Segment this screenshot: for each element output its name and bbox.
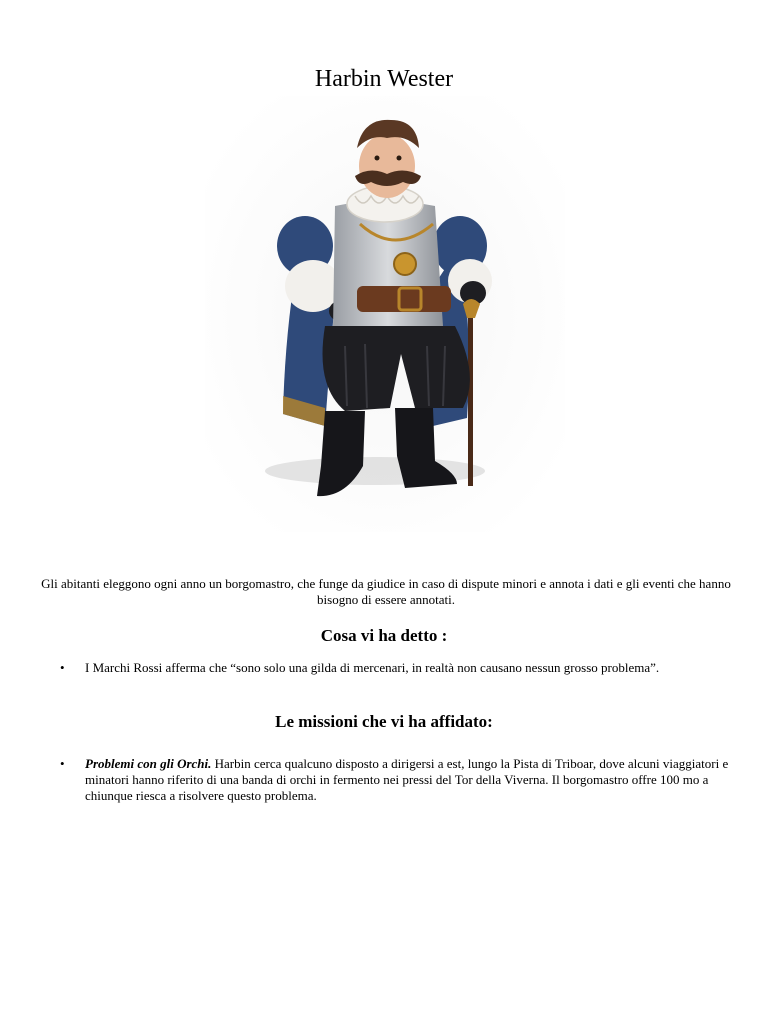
bullet-marker: • bbox=[60, 756, 65, 771]
mission-title: Problemi con gli Orchi. bbox=[85, 756, 212, 771]
list-item-text: I Marchi Rossi afferma che “sono solo una gilda di mercenari, in realtà non causano nessun grosso problema”. bbox=[85, 660, 660, 675]
section-heading-missioni: Le missioni che vi ha affidato: bbox=[275, 712, 493, 731]
bullet-marker: • bbox=[60, 660, 65, 675]
page-title: Harbin Wester bbox=[314, 66, 454, 92]
character-portrait bbox=[205, 96, 565, 532]
intro-paragraph: Gli abitanti eleggono ogni anno un borgomastro, che funge da giudice in caso di dispute minori e annota i dati e gli eventi che hanno bisogno di essere annotati. bbox=[41, 576, 731, 607]
mission-description bbox=[85, 756, 730, 804]
section-heading-cosa-vi-ha-detto: Cosa vi ha detto : bbox=[320, 626, 448, 645]
mission-text: Harbin cerca qualcuno disposto a dirigersi a est, lungo la Pista di Triboar, dove alcuni viaggiatori e minatori hanno riferito di una banda di orchi in fermento nei pressi del Tor della Viverna. Il borgomastro offre 100 mo a chiunque riesca a risolvere questo problema. bbox=[85, 756, 729, 803]
